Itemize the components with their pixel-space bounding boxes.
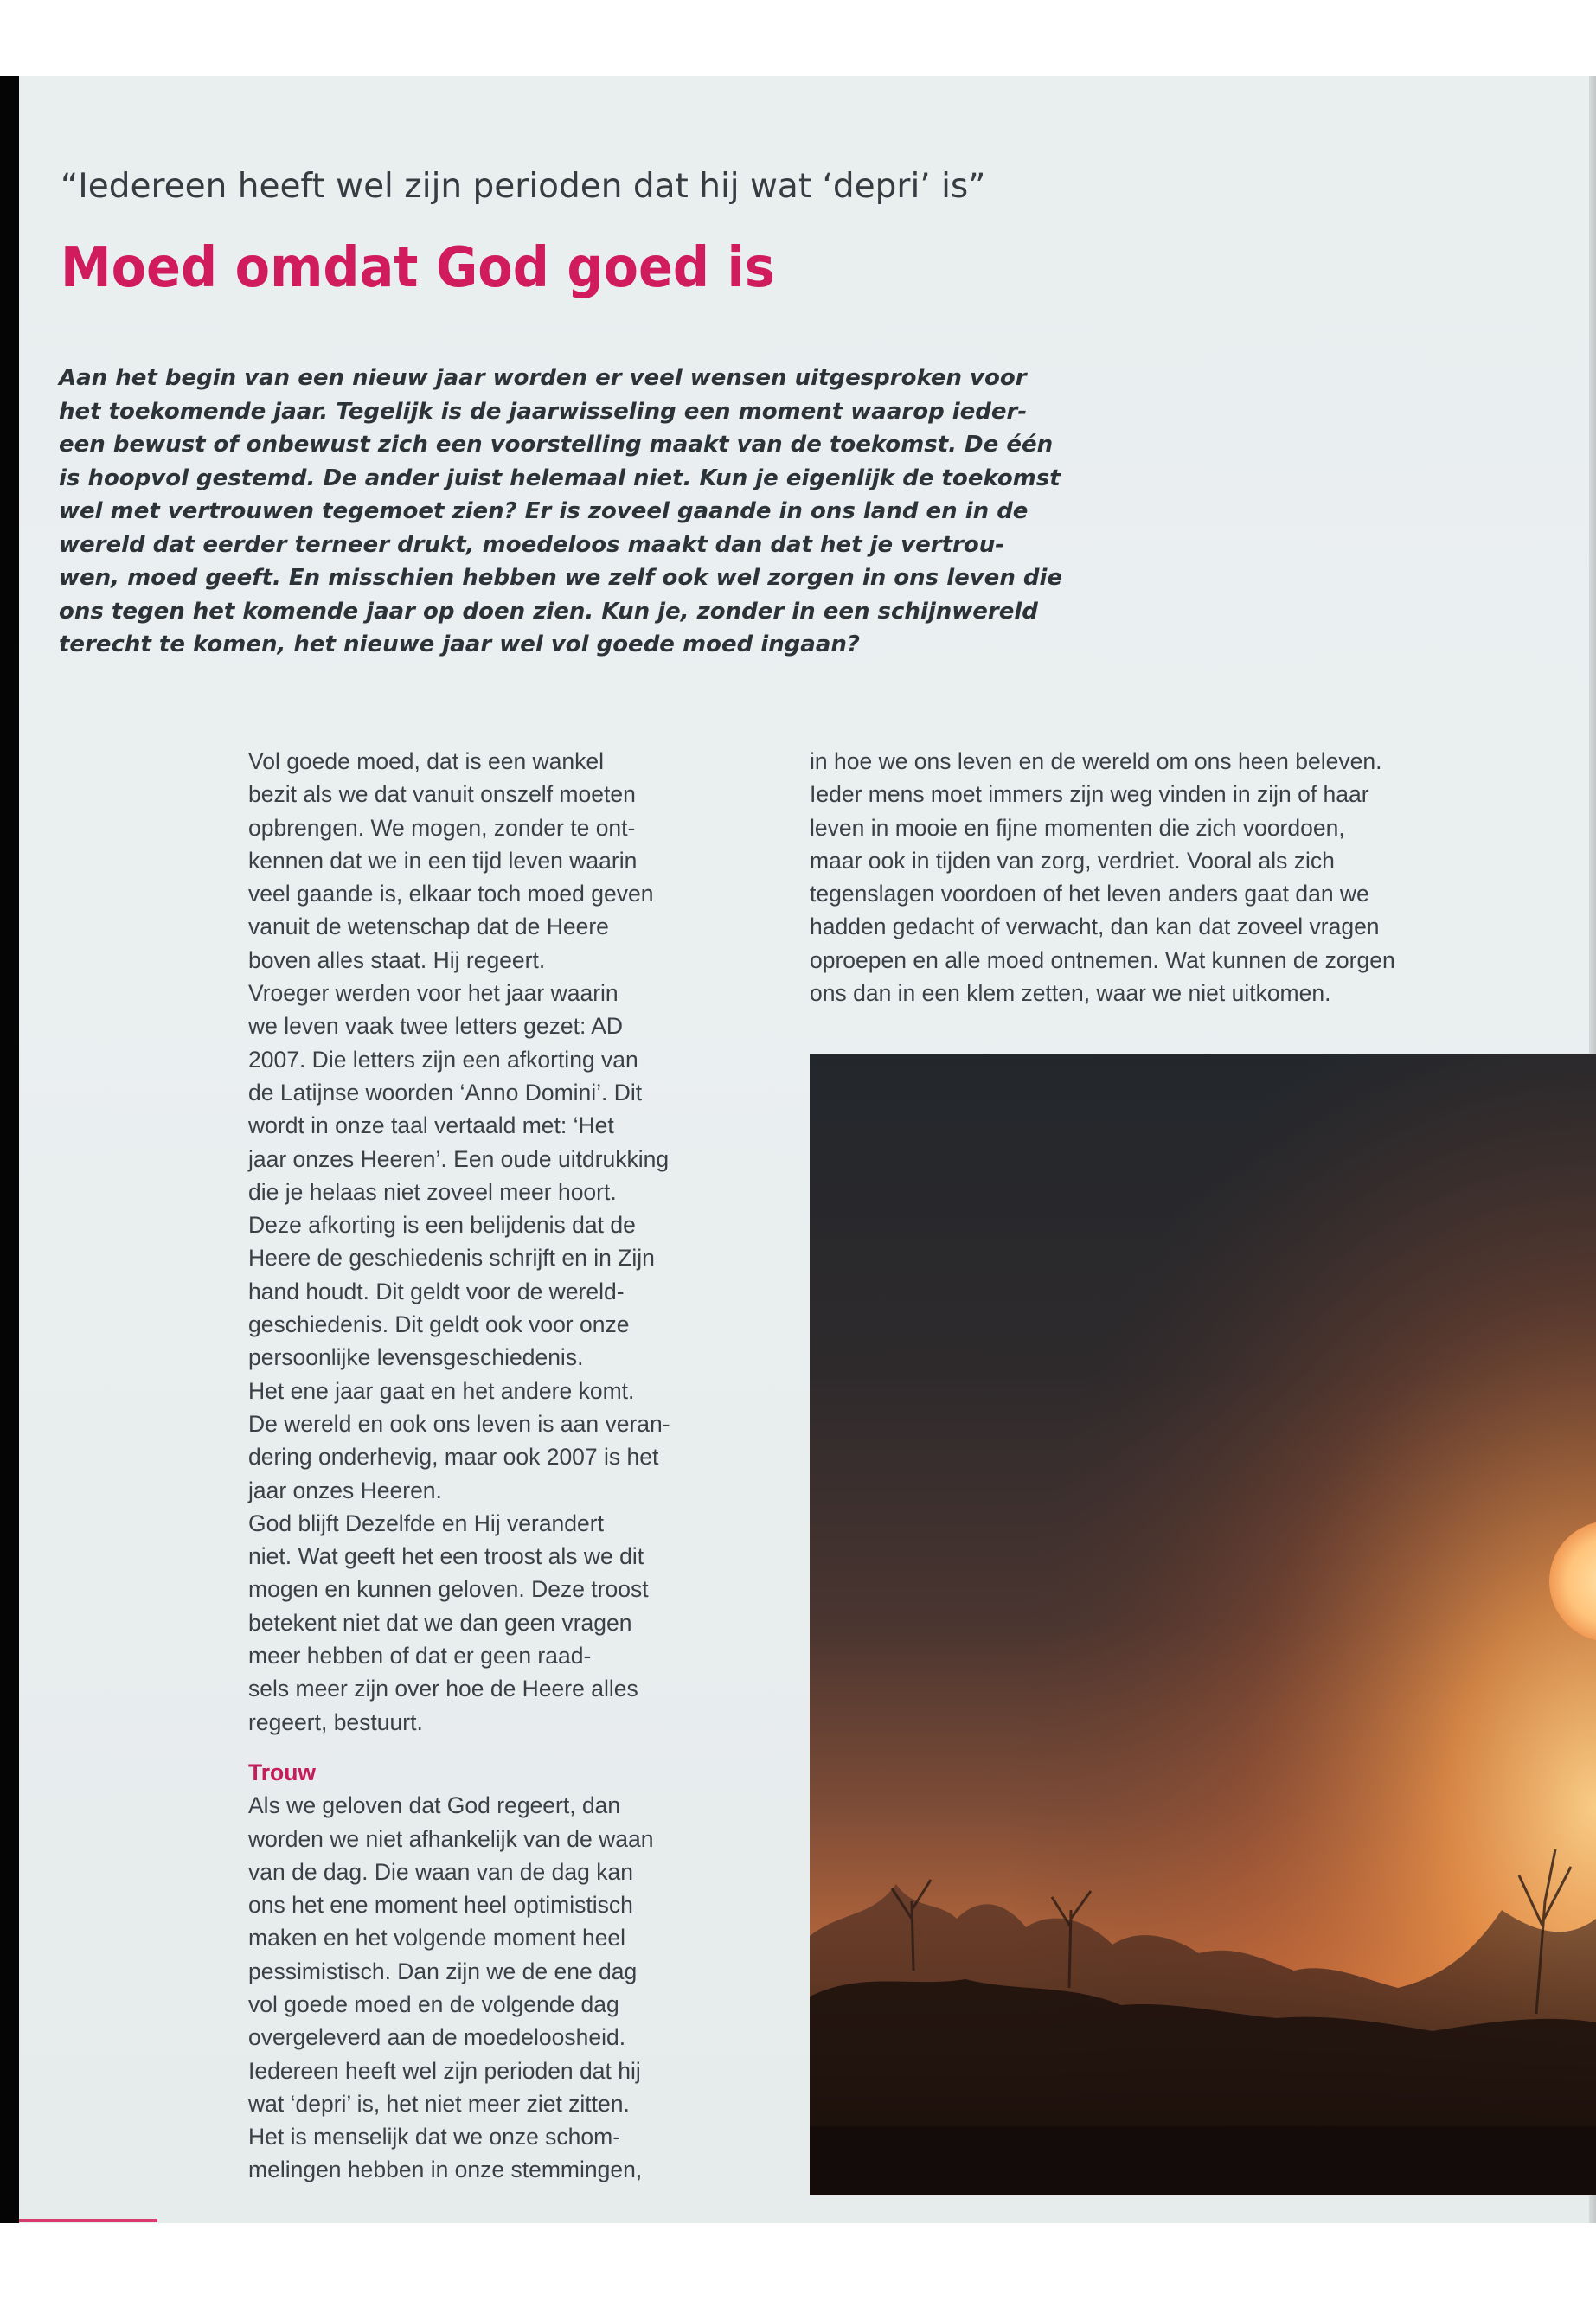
body-line: betekent niet dat we dan geen vragen <box>248 1609 632 1636</box>
body-line: boven alles staat. Hij regeert. <box>248 946 546 973</box>
photo-ground <box>810 2126 1596 2195</box>
body-line: meer hebben of dat er geen raad- <box>248 1643 592 1670</box>
body-line: Vroeger werden voor het jaar waarin <box>248 980 619 1007</box>
body-line: mogen en kunnen geloven. Deze troost <box>248 1576 649 1603</box>
body-line: die je helaas niet zoveel meer hoort. <box>248 1178 617 1205</box>
body-line: Ieder mens moet immers zijn weg vinden in zijn of haar <box>810 781 1369 808</box>
section-subheading: Trouw <box>248 1759 317 1785</box>
paragraph-gap <box>248 1739 767 1756</box>
body-line: we leven vaak twee letters gezet: AD <box>248 1013 624 1040</box>
intro-line: terecht te komen, het nieuwe jaar wel vol goede moed ingaan? <box>59 631 860 657</box>
body-line: Deze afkorting is een belijdenis dat de <box>248 1212 636 1239</box>
body-line: worden we niet afhankelijk van de waan <box>248 1825 654 1852</box>
body-line: Als we geloven dat God regeert, dan <box>248 1792 621 1819</box>
body-line: bezit als we dat vanuit onszelf moeten <box>248 781 636 808</box>
body-line: pessimistisch. Dan zijn we de ene dag <box>248 1958 638 1984</box>
body-line: wordt in onze taal vertaald met: ‘Het <box>248 1112 614 1139</box>
body-line: vol goede moed en de volgende dag <box>248 1990 619 2017</box>
intro-line: wen, moed geeft. En misschien hebben we zelf ook wel zorgen in ons leven die <box>59 565 1063 591</box>
body-line: maar ook in tijden van zorg, verdriet. Vooral als zich <box>810 847 1335 874</box>
body-line: niet. Wat geeft het een troost als we dit <box>248 1543 644 1570</box>
body-line: wat ‘depri’ is, het niet meer ziet zitten. <box>248 2090 630 2117</box>
body-line: tegenslagen voordoen of het leven anders gaat dan we <box>810 881 1369 907</box>
body-line: Heere de geschiedenis schrijft en in Zijn <box>248 1245 655 1272</box>
body-line: jaar onzes Heeren. <box>248 1477 442 1503</box>
intro-line: wel met vertrouwen tegemoet zien? Er is zoveel gaande in ons land en in de <box>59 498 1029 524</box>
body-line: hadden gedacht of verwacht, dan kan dat zoveel vragen <box>810 913 1380 940</box>
intro-line: het toekomende jaar. Tegelijk is de jaarwisseling een moment waarop ieder- <box>59 398 1028 425</box>
intro-line: Aan het begin van een nieuw jaar worden er veel wensen uitgesproken voor <box>59 365 1027 391</box>
body-line: veel gaande is, elkaar toch moed geven <box>248 881 654 907</box>
body-line: opbrengen. We mogen, zonder te ont- <box>248 814 636 841</box>
body-line: Het is menselijk dat we onze schom- <box>248 2124 621 2150</box>
intro-line: wereld dat eerder terneer drukt, moedeloos maakt dan dat het je vertrou- <box>59 531 1005 558</box>
body-column-right <box>810 745 1519 1009</box>
body-line: melingen hebben in onze stemmingen, <box>248 2157 643 2183</box>
body-line: maken en het volgende moment heel <box>248 1925 626 1952</box>
body-column-left <box>248 745 767 2187</box>
body-line: overgeleverd aan de moedeloosheid. <box>248 2024 626 2051</box>
body-line: dering onderhevig, maar ook 2007 is het <box>248 1444 659 1471</box>
intro-line: een bewust of onbewust zich een voorstelling maakt van de toekomst. De één <box>59 432 1054 458</box>
article-intro <box>59 362 1131 662</box>
body-line: De wereld en ook ons leven is aan veran- <box>248 1410 670 1437</box>
body-line: ons het ene moment heel optimistisch <box>248 1892 633 1919</box>
body-line: God blijft Dezelfde en Hij verandert <box>248 1509 604 1536</box>
body-line: Iedereen heeft wel zijn perioden dat hij <box>248 2057 641 2084</box>
body-line: ons dan in een klem zetten, waar we niet uitkomen. <box>810 980 1331 1007</box>
body-line: vanuit de wetenschap dat de Heere <box>248 913 609 940</box>
body-line: hand houdt. Dit geldt voor de wereld- <box>248 1278 625 1304</box>
intro-line: is hoopvol gestemd. De ander juist helemaal niet. Kun je eigenlijk de toekomst <box>59 465 1061 491</box>
body-line: de Latijnse woorden ‘Anno Domini’. Dit <box>248 1079 643 1106</box>
body-line: in hoe we ons leven en de wereld om ons heen beleven. <box>810 748 1382 774</box>
body-line: Het ene jaar gaat en het andere komt. <box>248 1377 635 1404</box>
body-line: geschiedenis. Dit geldt ook voor onze <box>248 1311 630 1338</box>
accent-rule <box>19 2219 157 2222</box>
body-line: van de dag. Die waan van de dag kan <box>248 1858 633 1885</box>
body-line: leven in mooie en fijne momenten die zich voordoen, <box>810 814 1345 841</box>
body-line: kennen dat we in een tijd leven waarin <box>248 847 638 874</box>
body-line: sels meer zijn over hoe de Heere alles <box>248 1676 638 1702</box>
article-kicker-quote: “Iedereen heeft wel zijn perioden dat hij wat ‘depri’ is” <box>61 167 986 206</box>
sunset-photo <box>810 1054 1596 2195</box>
body-line: jaar onzes Heeren’. Een oude uitdrukking <box>248 1145 670 1172</box>
body-line: Vol goede moed, dat is een wankel <box>248 748 605 774</box>
scan-border-left <box>0 76 19 2223</box>
body-line: regeert, bestuurt. <box>248 1708 423 1735</box>
intro-line: ons tegen het komende jaar op doen zien. Kun je, zonder in een schijnwereld <box>59 598 1038 625</box>
body-line: persoonlijke levensgeschiedenis. <box>248 1344 584 1371</box>
article-title: Moed omdat God goed is <box>61 236 775 300</box>
body-line: oproepen en alle moed ontnemen. Wat kunnen de zorgen <box>810 946 1395 973</box>
body-line: 2007. Die letters zijn een afkorting van <box>248 1046 638 1073</box>
